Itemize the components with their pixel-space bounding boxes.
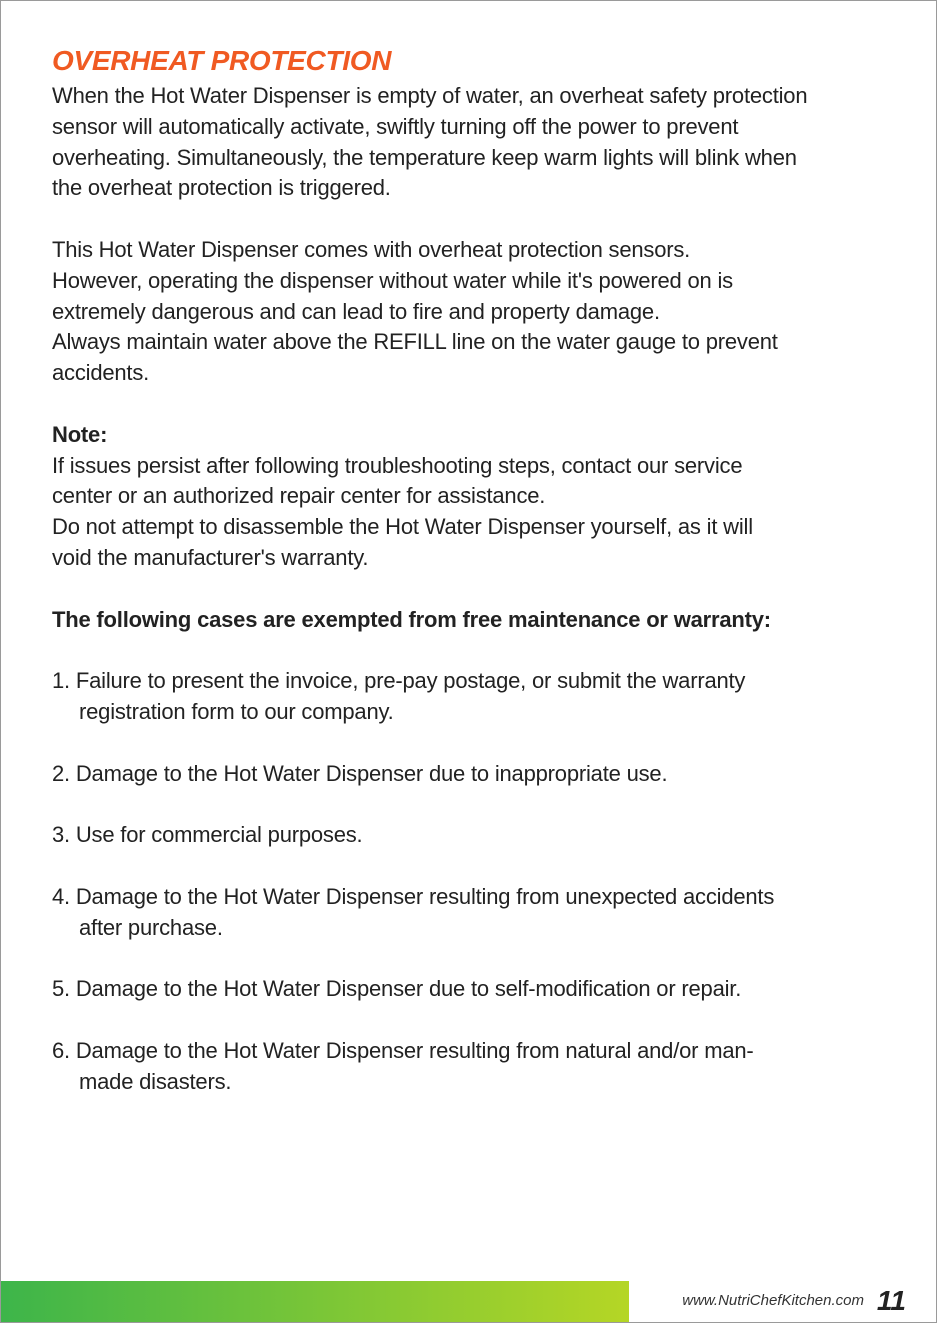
footer-website: www.NutriChefKitchen.com	[682, 1292, 864, 1309]
list-item-continuation: registration form to our company.	[79, 698, 394, 724]
text-line: extremely dangerous and can lead to fire and property damage.	[52, 298, 660, 324]
list-item	[52, 974, 902, 1005]
overheat-paragraph-2	[52, 235, 902, 389]
text-line: If issues persist after following troubleshooting steps, contact our service	[52, 452, 743, 478]
list-item	[52, 759, 902, 790]
text-line: center or an authorized repair center for assistance.	[52, 483, 546, 509]
list-item-text: 5. Damage to the Hot Water Dispenser due to self-modification or repair.	[52, 976, 742, 1002]
text-line: When the Hot Water Dispenser is empty of water, an overheat safety protection	[52, 83, 808, 108]
list-item-continuation: made disasters.	[79, 1068, 232, 1094]
section-title: OVERHEAT PROTECTION	[52, 45, 392, 76]
list-item	[52, 882, 902, 944]
text-line: Always maintain water above the REFILL line on the water gauge to prevent	[52, 329, 778, 355]
overheat-paragraph-1	[52, 81, 902, 204]
list-item-text: 1. Failure to present the invoice, pre-pay postage, or submit the warranty	[52, 668, 746, 694]
text-line: However, operating the dispenser without water while it's powered on is	[52, 267, 733, 293]
list-item-text: 6. Damage to the Hot Water Dispenser resulting from natural and/or man-	[52, 1037, 754, 1063]
list-item	[52, 666, 902, 728]
text-line: accidents.	[52, 360, 150, 386]
text-line: void the manufacturer's warranty.	[52, 544, 369, 570]
list-item-continuation: after purchase.	[79, 914, 223, 940]
list-item-text: 2. Damage to the Hot Water Dispenser due to inappropriate use.	[52, 760, 668, 786]
note-block	[52, 420, 902, 574]
text-line: sensor will automatically activate, swiftly turning off the power to prevent	[52, 113, 739, 139]
list-item	[52, 1036, 902, 1098]
exempt-heading: The following cases are exempted from free maintenance or warranty:	[52, 606, 771, 632]
footer-green-bar	[1, 1281, 629, 1322]
text-line: This Hot Water Dispenser comes with overheat protection sensors.	[52, 236, 691, 262]
page-content	[52, 45, 902, 1128]
list-item-text: 4. Damage to the Hot Water Dispenser resulting from unexpected accidents	[52, 883, 775, 909]
text-line: overheating. Simultaneously, the temperature keep warm lights will blink when	[52, 144, 797, 170]
text-line: the overheat protection is triggered.	[52, 175, 391, 201]
note-label: Note:	[52, 421, 108, 447]
list-item-text: 3. Use for commercial purposes.	[52, 822, 363, 848]
page-number: 11	[876, 1285, 906, 1316]
list-item	[52, 820, 902, 851]
text-line: Do not attempt to disassemble the Hot Water Dispenser yourself, as it will	[52, 514, 753, 540]
